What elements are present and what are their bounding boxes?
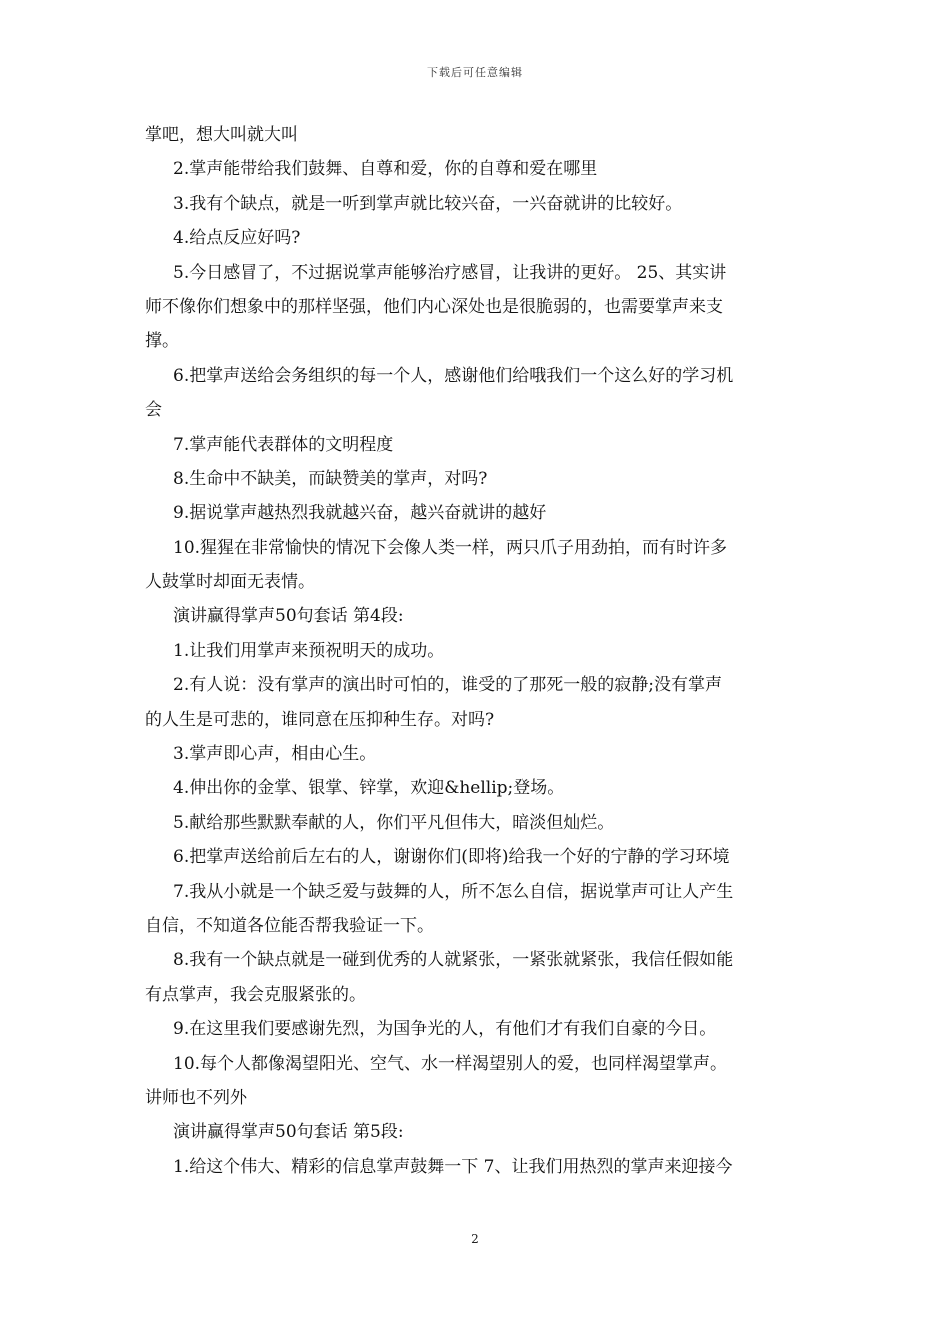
text-line: 3.掌声即心声，相由心生。 xyxy=(173,744,377,765)
text-line: 4.给点反应好吗? xyxy=(173,228,301,249)
text-line: 9.在这里我们要感谢先烈，为国争光的人，有他们才有我们自豪的今日。 xyxy=(173,1019,717,1040)
text-line: 3.我有个缺点，就是一听到掌声就比较兴奋，一兴奋就讲的比较好。 xyxy=(173,193,683,214)
text-line: 2.有人说：没有掌声的演出时可怕的，谁受的了那死一般的寂静;没有掌声 xyxy=(173,675,722,696)
text-line: 6.把掌声送给会务组织的每一个人，感谢他们给哦我们一个这么好的学习机 xyxy=(173,365,734,386)
text-line: 讲师也不列外 xyxy=(145,1087,247,1108)
text-line: 师不像你们想象中的那样坚强，他们内心深处也是很脆弱的，也需要掌声来支 xyxy=(145,296,723,317)
text-line: 2.掌声能带给我们鼓舞、自尊和爱，你的自尊和爱在哪里 xyxy=(173,159,598,180)
text-line: 有点掌声，我会克服紧张的。 xyxy=(145,984,366,1005)
text-line: 7.我从小就是一个缺乏爱与鼓舞的人，所不怎么自信，据说掌声可让人产生 xyxy=(173,881,734,902)
text-line: 10.每个人都像渴望阳光、空气、水一样渴望别人的爱，也同样渴望掌声。 xyxy=(173,1053,728,1074)
text-line: 会 xyxy=(145,400,162,421)
text-line: 掌吧，想大叫就大叫 xyxy=(145,125,298,145)
text-line: 1.给这个伟大、精彩的信息掌声鼓舞一下 7、让我们用热烈的掌声来迎接今 xyxy=(173,1156,733,1177)
text-line: 1.让我们用掌声来预祝明天的成功。 xyxy=(173,640,445,661)
text-line: 8.我有一个缺点就是一碰到优秀的人就紧张，一紧张就紧张，我信任假如能 xyxy=(173,950,734,971)
text-line: 5.献给那些默默奉献的人，你们平凡但伟大，暗淡但灿烂。 xyxy=(173,812,615,833)
document-body xyxy=(145,118,810,1184)
text-line: 6.把掌声送给前后左右的人，谢谢你们(即将)给我一个好的宁静的学习环境 xyxy=(173,847,730,868)
text-line: 演讲赢得掌声50句套话 第5段: xyxy=(173,1122,404,1143)
page-number: 2 xyxy=(471,1232,479,1246)
text-line: 5.今日感冒了，不过据说掌声能够治疗感冒，让我讲的更好。 25、其实讲 xyxy=(173,262,727,283)
text-line: 自信，不知道各位能否帮我验证一下。 xyxy=(145,915,434,936)
text-line: 10.猩猩在非常愉快的情况下会像人类一样，两只爪子用劲拍，而有时许多 xyxy=(173,537,728,558)
text-line: 4.伸出你的金掌、银掌、锌掌，欢迎&hellip;登场。 xyxy=(173,778,565,799)
text-line: 演讲赢得掌声50句套话 第4段: xyxy=(173,606,404,627)
text-line: 撑。 xyxy=(145,331,179,352)
text-line: 9.据说掌声越热烈我就越兴奋，越兴奋就讲的越好 xyxy=(173,503,547,524)
text-line: 7.掌声能代表群体的文明程度 xyxy=(173,434,394,455)
text-line: 的人生是可悲的，谁同意在压抑种生存。对吗? xyxy=(145,709,495,730)
text-line: 人鼓掌时却面无表情。 xyxy=(145,572,315,593)
page-header: 下载后可任意编辑 xyxy=(427,66,523,79)
text-line: 8.生命中不缺美，而缺赞美的掌声，对吗? xyxy=(173,468,488,489)
